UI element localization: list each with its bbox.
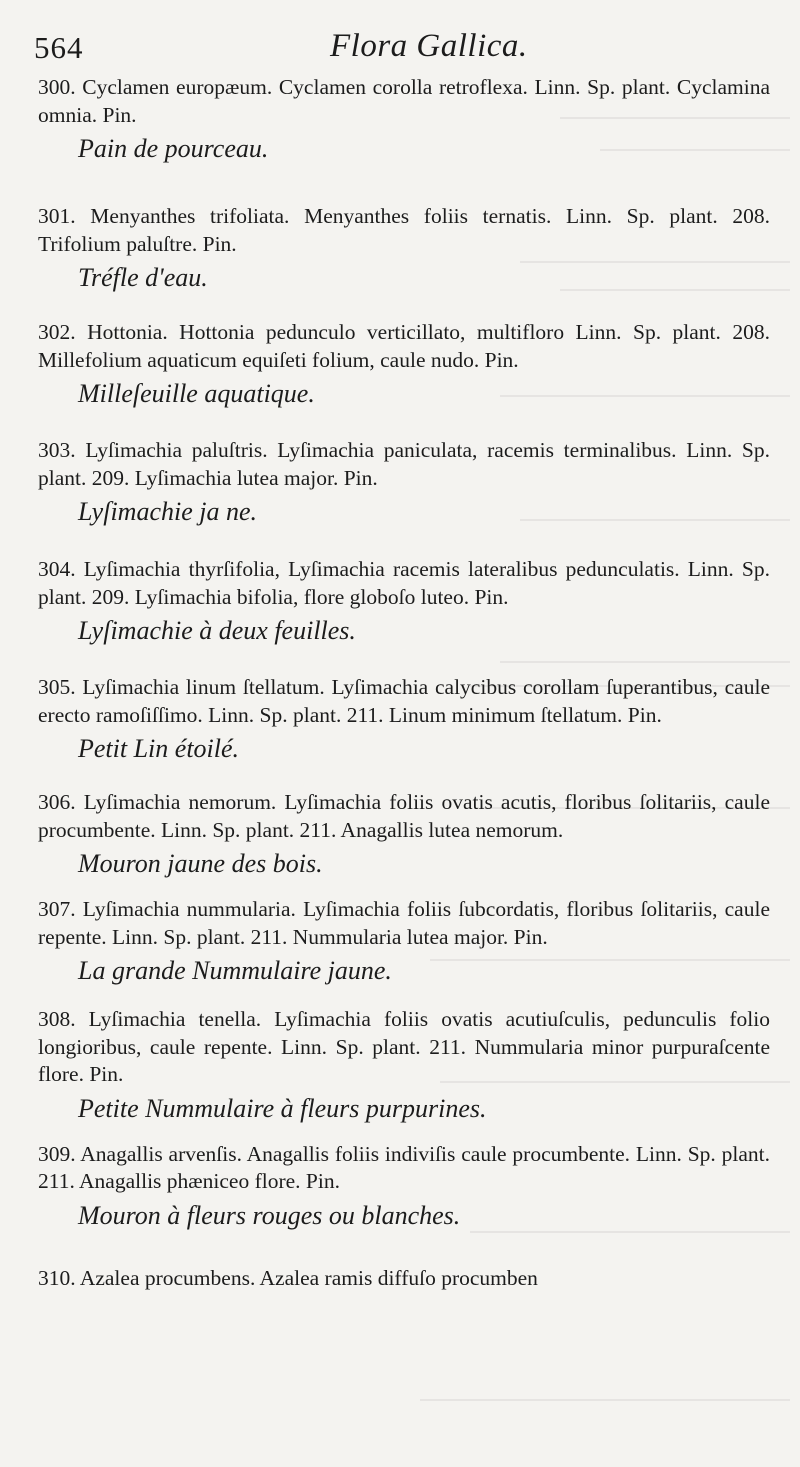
species-entry-305 [38,674,770,767]
entry-description: 308. Lyſimachia tenella. Lyſimachia foliis ovatis acutiuſculis, pedunculis folio longioribus, caule repente. Linn. Sp. plant. 211. Nummularia minor purpuraſcente flore. Pin. [38,1007,770,1086]
species-entry-310 [38,1265,770,1293]
species-entry-306 [38,789,770,882]
entry-description: 302. Hottonia. Hottonia pedunculo verticillato, multifloro Linn. Sp. plant. 208. Millefolium aquaticum equiſeti folium, caule nudo. Pin. [38,320,770,372]
page-header [34,26,774,72]
entry-description: 310. Azalea procumbens. Azalea ramis diffuſo procumben [38,1265,538,1290]
entry-description: 305. Lyſimachia linum ſtellatum. Lyſimachia calycibus corollam ſuperantibus, caule erecto ramoſiſſimo. Linn. Sp. plant. 211. Linum minimum ſtellatum. Pin. [38,675,770,727]
entry-description: 301. Menyanthes trifoliata. Menyanthes foliis ternatis. Linn. Sp. plant. 208. Trifolium paluſtre. Pin. [38,204,770,256]
species-entry-303 [38,437,770,530]
species-entry-300 [38,74,770,167]
species-entry-304 [38,556,770,649]
entry-description: 304. Lyſimachia thyrſifolia, Lyſimachia racemis lateralibus pedunculatis. Linn. Sp. plant. 209. Lyſimachia bifolia, flore globoſo luteo. Pin. [38,557,770,609]
entry-common-name: Lyſimachie à deux feuilles. [78,616,356,645]
page-number: 564 [34,30,84,65]
entry-common-name: Petite Nummulaire à fleurs purpurines. [78,1093,487,1123]
entry-description: 300. Cyclamen europæum. Cyclamen corolla retroflexa. Linn. Sp. plant. Cyclamina omnia. Pin. [38,75,770,127]
entry-description: 306. Lyſimachia nemorum. Lyſimachia foliis ovatis acutis, floribus ſolitariis, caule procumbente. Linn. Sp. plant. 211. Anagallis lutea nemorum. [38,790,770,842]
entry-description: 303. Lyſimachia paluſtris. Lyſimachia paniculata, racemis terminalibus. Linn. Sp. plant. 209. Lyſimachia lutea major. Pin. [38,438,770,490]
entry-common-name: Mouron jaune des bois. [78,849,323,878]
species-entry-308 [38,1006,770,1127]
entry-common-name: Mouron à fleurs rouges ou blanches. [78,1200,461,1230]
species-entry-301 [38,203,770,296]
entry-description: 307. Lyſimachia nummularia. Lyſimachia foliis ſubcordatis, floribus ſolitariis, caule repente. Linn. Sp. plant. 211. Nummularia lutea major. Pin. [38,897,770,949]
entry-common-name: Pain de pourceau. [78,134,269,163]
species-entry-307 [38,896,770,989]
species-entry-302 [38,319,770,412]
species-list [38,74,770,1292]
entry-common-name: Milleſeuille aquatique. [78,379,315,408]
entry-common-name: Petit Lin étoilé. [78,734,240,763]
entry-common-name: Lyſimachie ja ne. [78,497,258,526]
entry-description: 309. Anagallis arvenſis. Anagallis foliis indiviſis caule procumbente. Linn. Sp. plant. 211. Anagallis phæniceo flore. Pin. [38,1141,770,1193]
entry-common-name: La grande Nummulaire jaune. [78,956,392,985]
running-title: Flora Gallica. [330,28,528,64]
species-entry-309 [38,1141,770,1234]
entry-common-name: Tréfle d'eau. [78,263,208,292]
